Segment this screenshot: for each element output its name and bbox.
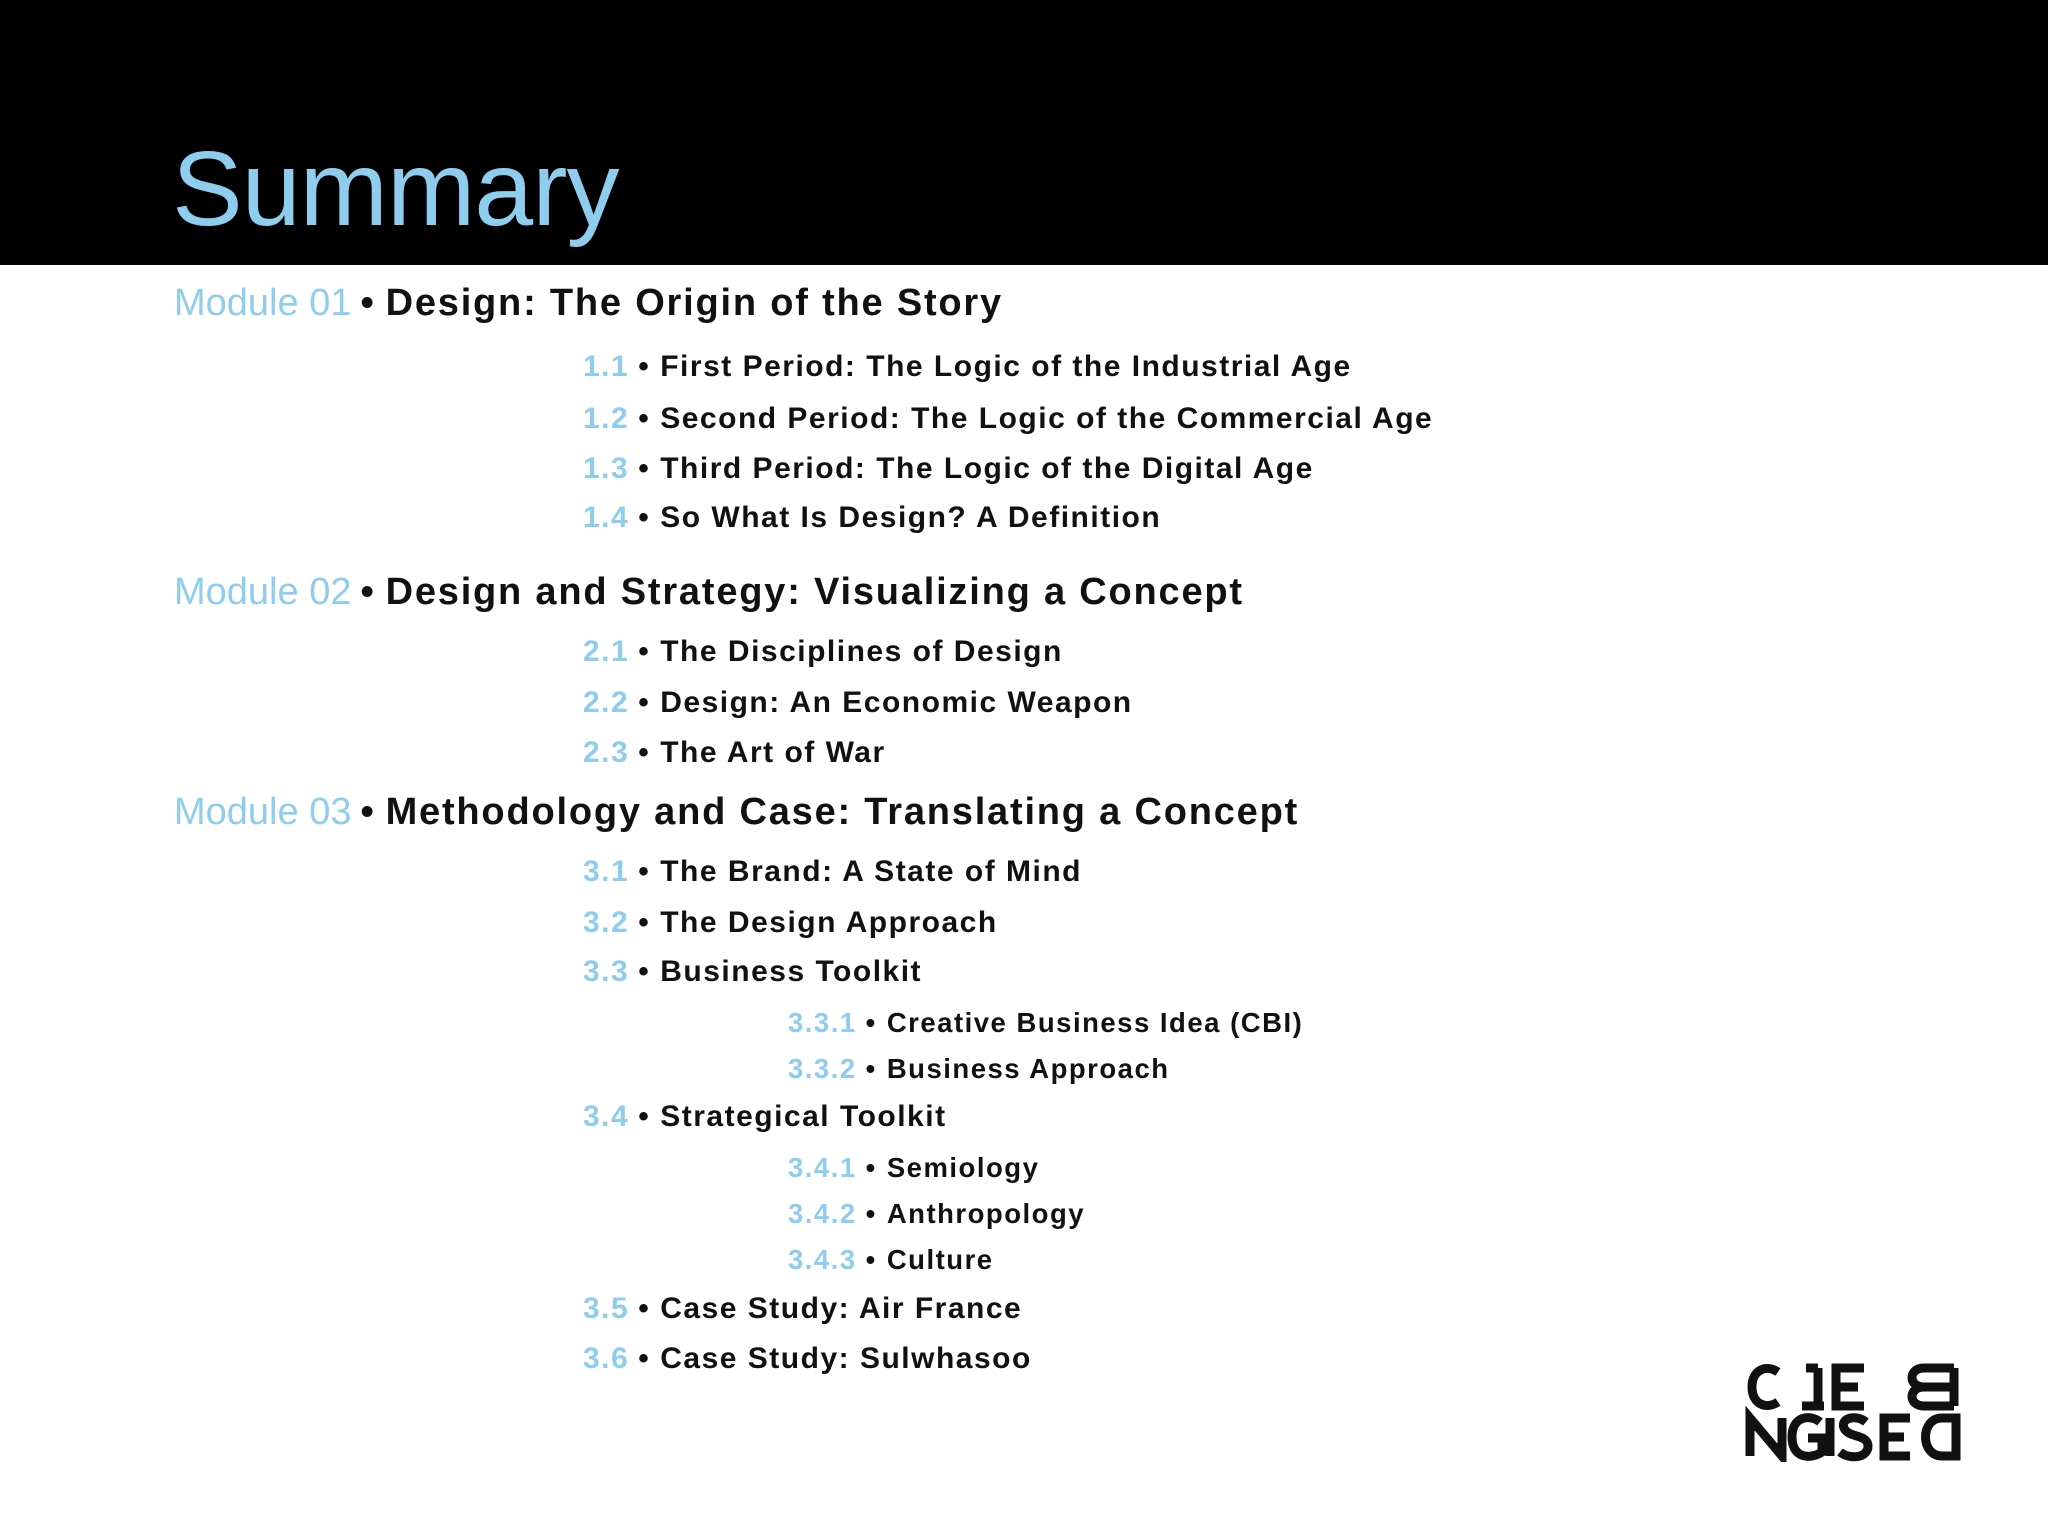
subitem-number: 3.4.3 <box>788 1244 857 1275</box>
item-title: Business Toolkit <box>660 955 923 988</box>
toc-item <box>583 957 922 987</box>
subitem-title: Business Approach <box>886 1053 1170 1084</box>
toc-item <box>583 503 1161 533</box>
item-title: Design: An Economic Weapon <box>660 686 1133 719</box>
bullet: • <box>865 1152 877 1183</box>
item-number: 2.1 <box>583 635 630 668</box>
subitem-number: 3.3.1 <box>788 1007 857 1038</box>
item-title: Second Period: The Logic of the Commercial Age <box>660 402 1434 435</box>
toc-subitem <box>788 1246 994 1274</box>
bullet: • <box>360 571 376 613</box>
bullet: • <box>638 1100 651 1133</box>
bullet: • <box>865 1007 877 1038</box>
toc-item <box>583 1294 1022 1324</box>
toc-subitem <box>788 1154 1039 1182</box>
item-number: 3.4 <box>583 1100 630 1133</box>
subitem-number: 3.4.2 <box>788 1198 857 1229</box>
subitem-title: Semiology <box>886 1152 1040 1183</box>
item-title: So What Is Design? A Definition <box>660 501 1162 534</box>
item-number: 1.4 <box>583 501 630 534</box>
betc-design-logo <box>1744 1362 1966 1462</box>
item-number: 1.2 <box>583 402 630 435</box>
module-title: Design and Strategy: Visualizing a Concept <box>385 571 1244 613</box>
toc-subitem <box>788 1055 1170 1083</box>
module-title: Methodology and Case: Translating a Concept <box>385 791 1300 833</box>
bullet: • <box>638 350 651 383</box>
item-title: The Disciplines of Design <box>660 635 1063 668</box>
subitem-number: 3.4.1 <box>788 1152 857 1183</box>
subitem-title: Anthropology <box>886 1198 1086 1229</box>
module-title: Design: The Origin of the Story <box>385 282 1003 324</box>
item-title: First Period: The Logic of the Industrial Age <box>660 350 1352 383</box>
toc-item <box>583 908 998 938</box>
item-title: Third Period: The Logic of the Digital Age <box>660 452 1314 485</box>
toc-subitem <box>788 1200 1085 1228</box>
item-number: 3.2 <box>583 906 630 939</box>
toc-item <box>583 1102 947 1132</box>
module-heading <box>174 284 1003 322</box>
bullet: • <box>638 452 651 485</box>
subitem-title: Creative Business Idea (CBI) <box>886 1007 1304 1038</box>
toc-item <box>583 1344 1032 1374</box>
item-title: The Art of War <box>660 736 886 769</box>
bullet: • <box>638 736 651 769</box>
bullet: • <box>638 402 651 435</box>
bullet: • <box>865 1244 877 1275</box>
module-heading <box>174 793 1299 831</box>
toc-item <box>583 738 886 768</box>
bullet: • <box>360 282 376 324</box>
item-number: 1.3 <box>583 452 630 485</box>
bullet: • <box>638 855 651 888</box>
module-heading <box>174 573 1244 611</box>
toc-item <box>583 404 1433 434</box>
item-number: 2.2 <box>583 686 630 719</box>
bullet: • <box>360 791 376 833</box>
item-number: 1.1 <box>583 350 630 383</box>
toc-subitem <box>788 1009 1303 1037</box>
module-number: Module 01 <box>174 282 352 324</box>
item-title: Strategical Toolkit <box>660 1100 947 1133</box>
bullet: • <box>865 1198 877 1229</box>
bullet: • <box>638 686 651 719</box>
module-number: Module 02 <box>174 571 352 613</box>
item-number: 3.5 <box>583 1292 630 1325</box>
page-title: Summary <box>172 130 619 248</box>
module-number: Module 03 <box>174 791 352 833</box>
bullet: • <box>638 635 651 668</box>
item-number: 3.1 <box>583 855 630 888</box>
toc-item <box>583 637 1063 667</box>
item-number: 3.6 <box>583 1342 630 1375</box>
item-title: Case Study: Sulwhasoo <box>660 1342 1032 1375</box>
item-title: Case Study: Air France <box>660 1292 1023 1325</box>
bullet: • <box>638 501 651 534</box>
toc-item <box>583 688 1133 718</box>
item-number: 2.3 <box>583 736 630 769</box>
bullet: • <box>638 1292 651 1325</box>
subitem-title: Culture <box>886 1244 994 1275</box>
subitem-number: 3.3.2 <box>788 1053 857 1084</box>
bullet: • <box>638 1342 651 1375</box>
bullet: • <box>865 1053 877 1084</box>
bullet: • <box>638 955 651 988</box>
toc-item <box>583 857 1082 887</box>
bullet: • <box>638 906 651 939</box>
item-title: The Brand: A State of Mind <box>660 855 1082 888</box>
item-title: The Design Approach <box>660 906 998 939</box>
toc-item <box>583 454 1314 484</box>
toc-item <box>583 352 1352 382</box>
item-number: 3.3 <box>583 955 630 988</box>
